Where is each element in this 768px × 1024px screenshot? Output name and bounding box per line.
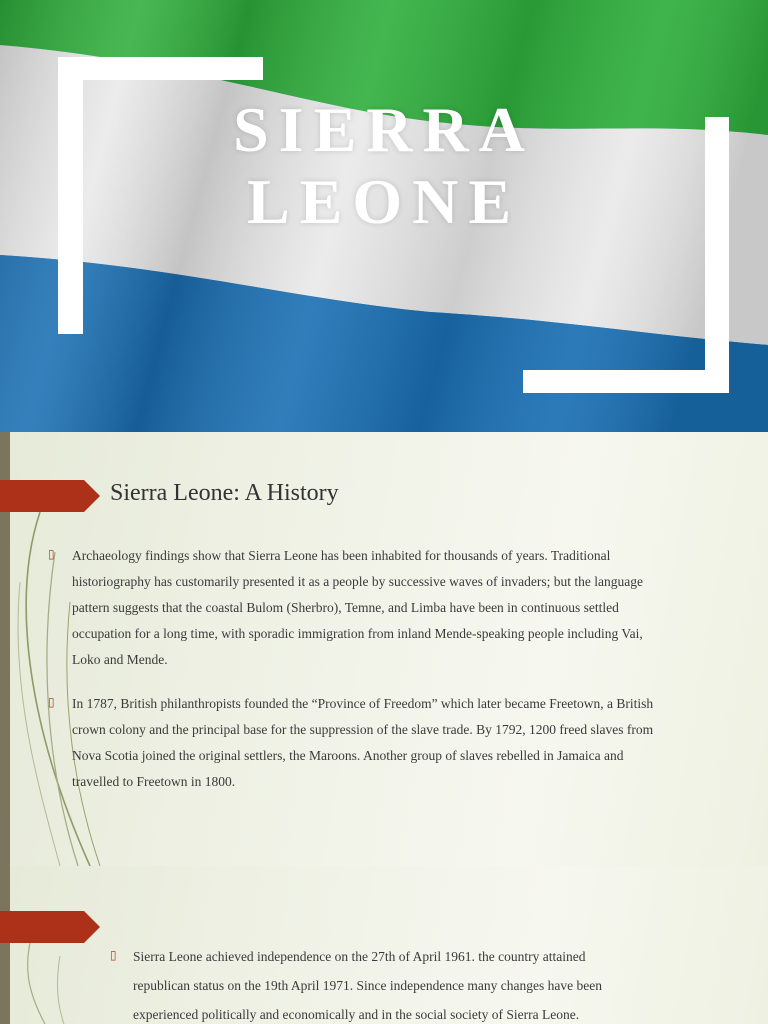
bullet-icon: ▯ bbox=[110, 948, 117, 962]
title-slide bbox=[0, 0, 768, 432]
independence-slide bbox=[0, 866, 768, 1024]
title-line-2: LEONE bbox=[246, 166, 522, 237]
title-arrow-tab bbox=[0, 480, 100, 512]
text-line: Archaeology findings show that Sierra Leone has been inhabited for thousands of years. Traditional bbox=[72, 548, 611, 563]
decorative-curves bbox=[0, 866, 120, 1024]
title-line-1: SIERRA bbox=[233, 94, 535, 165]
text-line: occupation for a long time, with sporadic immigration from inland Mende-speaking people including Vai, bbox=[72, 626, 643, 641]
text-line: Nova Scotia joined the original settlers, the Maroons. Another group of slaves rebelled in Jamaica and bbox=[72, 748, 624, 763]
text-line: pattern suggests that the coastal Bulom (Sherbro), Temne, and Limba have been in continuous settled bbox=[72, 600, 619, 615]
text-line: In 1787, British philanthropists founded the “Province of Freedom” which later became Freetown, a British bbox=[72, 696, 654, 711]
bullet-icon: ▯ bbox=[48, 547, 55, 561]
frame-bracket-left-horizontal bbox=[58, 57, 263, 80]
history-paragraph-2 bbox=[72, 691, 732, 795]
text-line: travelled to Freetown in 1800. bbox=[72, 774, 236, 789]
independence-paragraph bbox=[133, 942, 753, 1024]
text-line: crown colony and the principal base for the suppression of the slave trade. By 1792, 1200 freed slaves from bbox=[72, 722, 654, 737]
text-line: experienced politically and economically and in the social society of Sierra Leone. bbox=[133, 1007, 580, 1022]
history-slide bbox=[0, 432, 768, 866]
slide-title: Sierra Leone: A History bbox=[110, 480, 339, 506]
title-arrow-tab bbox=[0, 911, 100, 943]
frame-bracket-right-horizontal bbox=[523, 370, 729, 393]
history-paragraph-1 bbox=[72, 543, 732, 673]
text-line: Loko and Mende. bbox=[72, 652, 168, 667]
text-line: historiography has customarily presented it as a people by successive waves of invaders; but the language bbox=[72, 574, 643, 589]
text-line: republican status on the 19th April 1971. Since independence many changes have been bbox=[133, 978, 602, 993]
text-line: Sierra Leone achieved independence on the 27th of April 1961. the country attained bbox=[133, 949, 586, 964]
bullet-icon: ▯ bbox=[48, 695, 55, 709]
